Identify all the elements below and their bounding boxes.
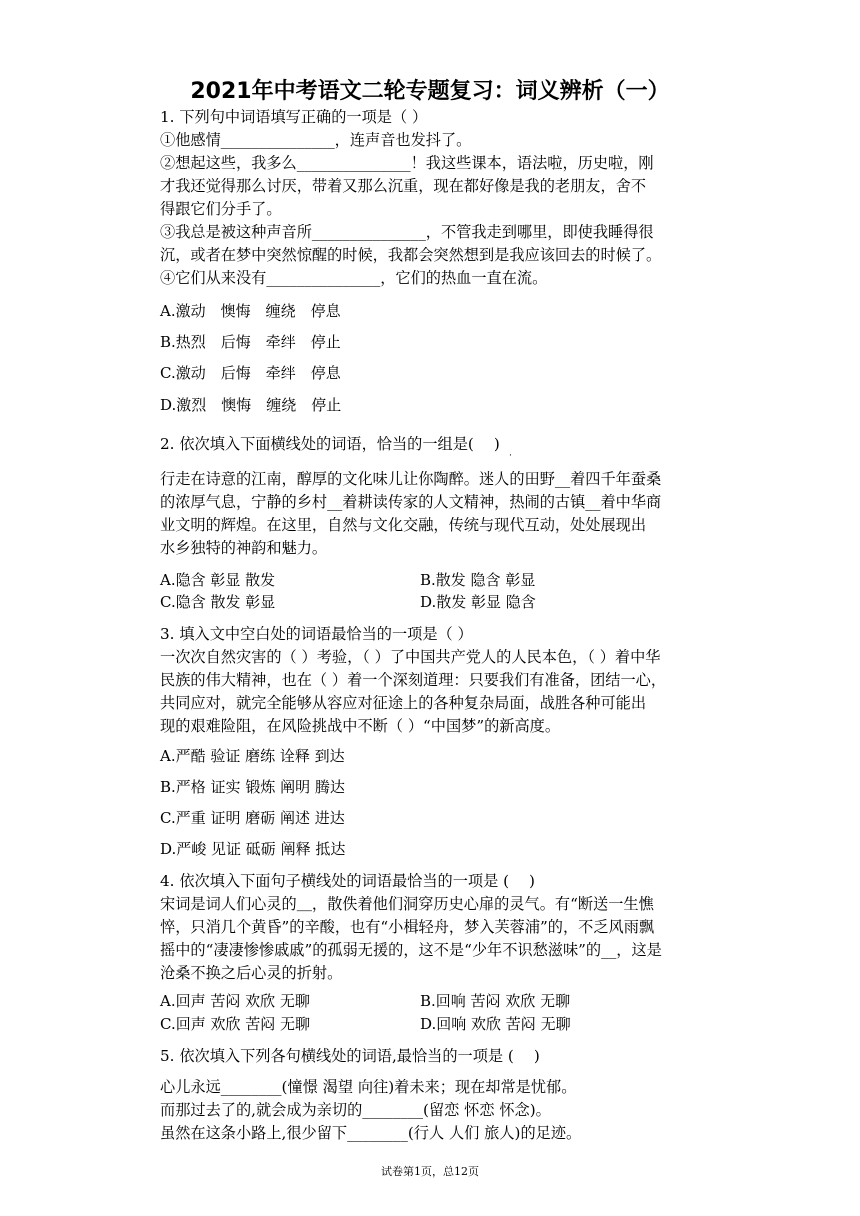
question-3-line: 现的艰难险阻，在风险挑战中不断（ ）“中国梦”的新高度。: [160, 717, 561, 735]
question-4-line: 摇中的“凄凄惨惨戚戚”的孤弱无援的，这不是“少年不识愁滋味”的__，这是: [160, 941, 662, 959]
question-1-line: ②想起这些，我多么_______________！我这些课本，语法啦，历史啦，刚: [160, 154, 654, 172]
question-3-line: 民族的伟大精神，也在（ ）着一个深刻道理：只要我们有准备，团结一心，: [160, 671, 667, 689]
question-4-line: 沧桑不换之后心灵的折射。: [160, 964, 343, 982]
question-4-option-a[interactable]: A.回声 苦闷 欢欣 无聊: [160, 992, 310, 1010]
question-2: [160, 468, 740, 560]
question-3-line: 一次次自然灾害的（ ）考验，（ ）了中国共产党人的人民本色，（ ）着中华: [160, 648, 661, 666]
question-5: [160, 1076, 740, 1145]
question-2-line: 水乡独特的神韵和魅力。: [160, 539, 328, 557]
question-4-option-b[interactable]: B.回响 苦闷 欢欣 无聊: [420, 992, 571, 1010]
question-2-line: 业文明的辉煌。在这里，自然与文化交融，传统与现代互动，处处展现出: [160, 516, 646, 534]
question-3-option-c[interactable]: C.严重 证明 磨砺 阐述 进达: [160, 809, 345, 827]
question-3-line: 共同应对，就完全能够从容应对征途上的各种复杂局面，战胜各种可能出: [160, 694, 646, 712]
question-4-option-d[interactable]: D.回响 欢欣 苦闷 无聊: [420, 1015, 571, 1033]
question-2-option-c[interactable]: C.隐含 散发 彰显: [160, 593, 276, 611]
question-5-line: 心儿永远________(憧憬 渴望 向往)着未来；现在却常是忧郁。: [160, 1078, 577, 1096]
question-4-line: 宋词是词人们心灵的＿，散佚着他们洞穿历史心扉的灵气。有“断送一生憔: [160, 895, 654, 913]
question-5-stem: 5. 依次填入下列各句横线处的词语,最恰当的一项是 ( ): [160, 1047, 540, 1065]
question-1-line: ①他感情_______________，连声音也发抖了。: [160, 131, 472, 149]
question-4-stem: 4. 依次填入下面句子横线处的词语最恰当的一项是 ( ): [160, 872, 535, 890]
question-1-line: ④它们从来没有_______________，它们的热血一直在流。: [160, 269, 548, 287]
question-5-line: 虽然在这条小路上,很少留下________(行人 人们 旅人)的足迹。: [160, 1124, 582, 1142]
question-1-option-d[interactable]: D.激烈 懊悔 缠绕 停止: [160, 396, 342, 414]
question-2-line: 的浓厚气息，宁静的乡村__着耕读传家的人文精神，热闹的古镇__着中华商: [160, 493, 662, 511]
question-3-option-b[interactable]: B.严格 证实 锻炼 阐明 腾达: [160, 778, 345, 796]
page-footer: 试卷第1页，总12页: [381, 1165, 479, 1178]
question-4: [160, 870, 740, 985]
question-3: [160, 623, 740, 738]
question-2-stem: 2. 依次填入下面横线处的词语，恰当的一组是( ): [160, 435, 500, 453]
question-1-option-c[interactable]: C.激动 后悔 牵绊 停息: [160, 364, 341, 382]
page-title: 2021年中考语文二轮专题复习：词义辨析（一）: [190, 79, 670, 104]
question-2-line: 行走在诗意的江南，醇厚的文化味儿让你陶醉。迷人的田野__着四千年蚕桑: [160, 470, 662, 488]
question-4-line: 悴，只消几个黄昏”的辛酸，也有“小楫轻舟，梦入芙蓉浦”的，不乏风雨飘: [160, 918, 655, 936]
question-1-line: ③我总是被这种声音所_______________，不管我走到哪里，即使我睡得很: [160, 223, 654, 241]
question-2-option-b[interactable]: B.散发 隐含 彰显: [420, 571, 536, 589]
question-2-option-a[interactable]: A.隐含 彰显 散发: [160, 571, 276, 589]
emphasis-dot: ·: [509, 451, 512, 461]
question-1-line: 得跟它们分手了。: [160, 200, 282, 218]
question-4-option-c[interactable]: C.回声 欢欣 苦闷 无聊: [160, 1015, 311, 1033]
question-5-line: 而那过去了的,就会成为亲切的________(留恋 怀恋 怀念)。: [160, 1101, 551, 1119]
question-1-stem: 1. 下列句中词语填写正确的一项是（ ）: [160, 108, 428, 126]
question-3-stem: 3. 填入文中空白处的词语最恰当的一项是（ ）: [160, 625, 473, 643]
question-1-line: 沉，或者在梦中突然惊醒的时候，我都会突然想到是我应该回去的时候了。: [160, 246, 662, 264]
question-1-option-b[interactable]: B.热烈 后悔 牵绊 停止: [160, 333, 341, 351]
question-1: [160, 106, 740, 290]
question-2-option-d[interactable]: D.散发 彰显 隐含: [420, 593, 536, 611]
question-1-option-a[interactable]: A.激动 懊悔 缠绕 停息: [160, 302, 341, 320]
question-3-option-a[interactable]: A.严酷 验证 磨练 诠释 到达: [160, 747, 345, 765]
question-1-line: 才我还觉得那么讨厌，带着又那么沉重，现在都好像是我的老朋友，舍不: [160, 177, 646, 195]
question-3-option-d[interactable]: D.严峻 见证 砥砺 阐释 抵达: [160, 840, 346, 858]
